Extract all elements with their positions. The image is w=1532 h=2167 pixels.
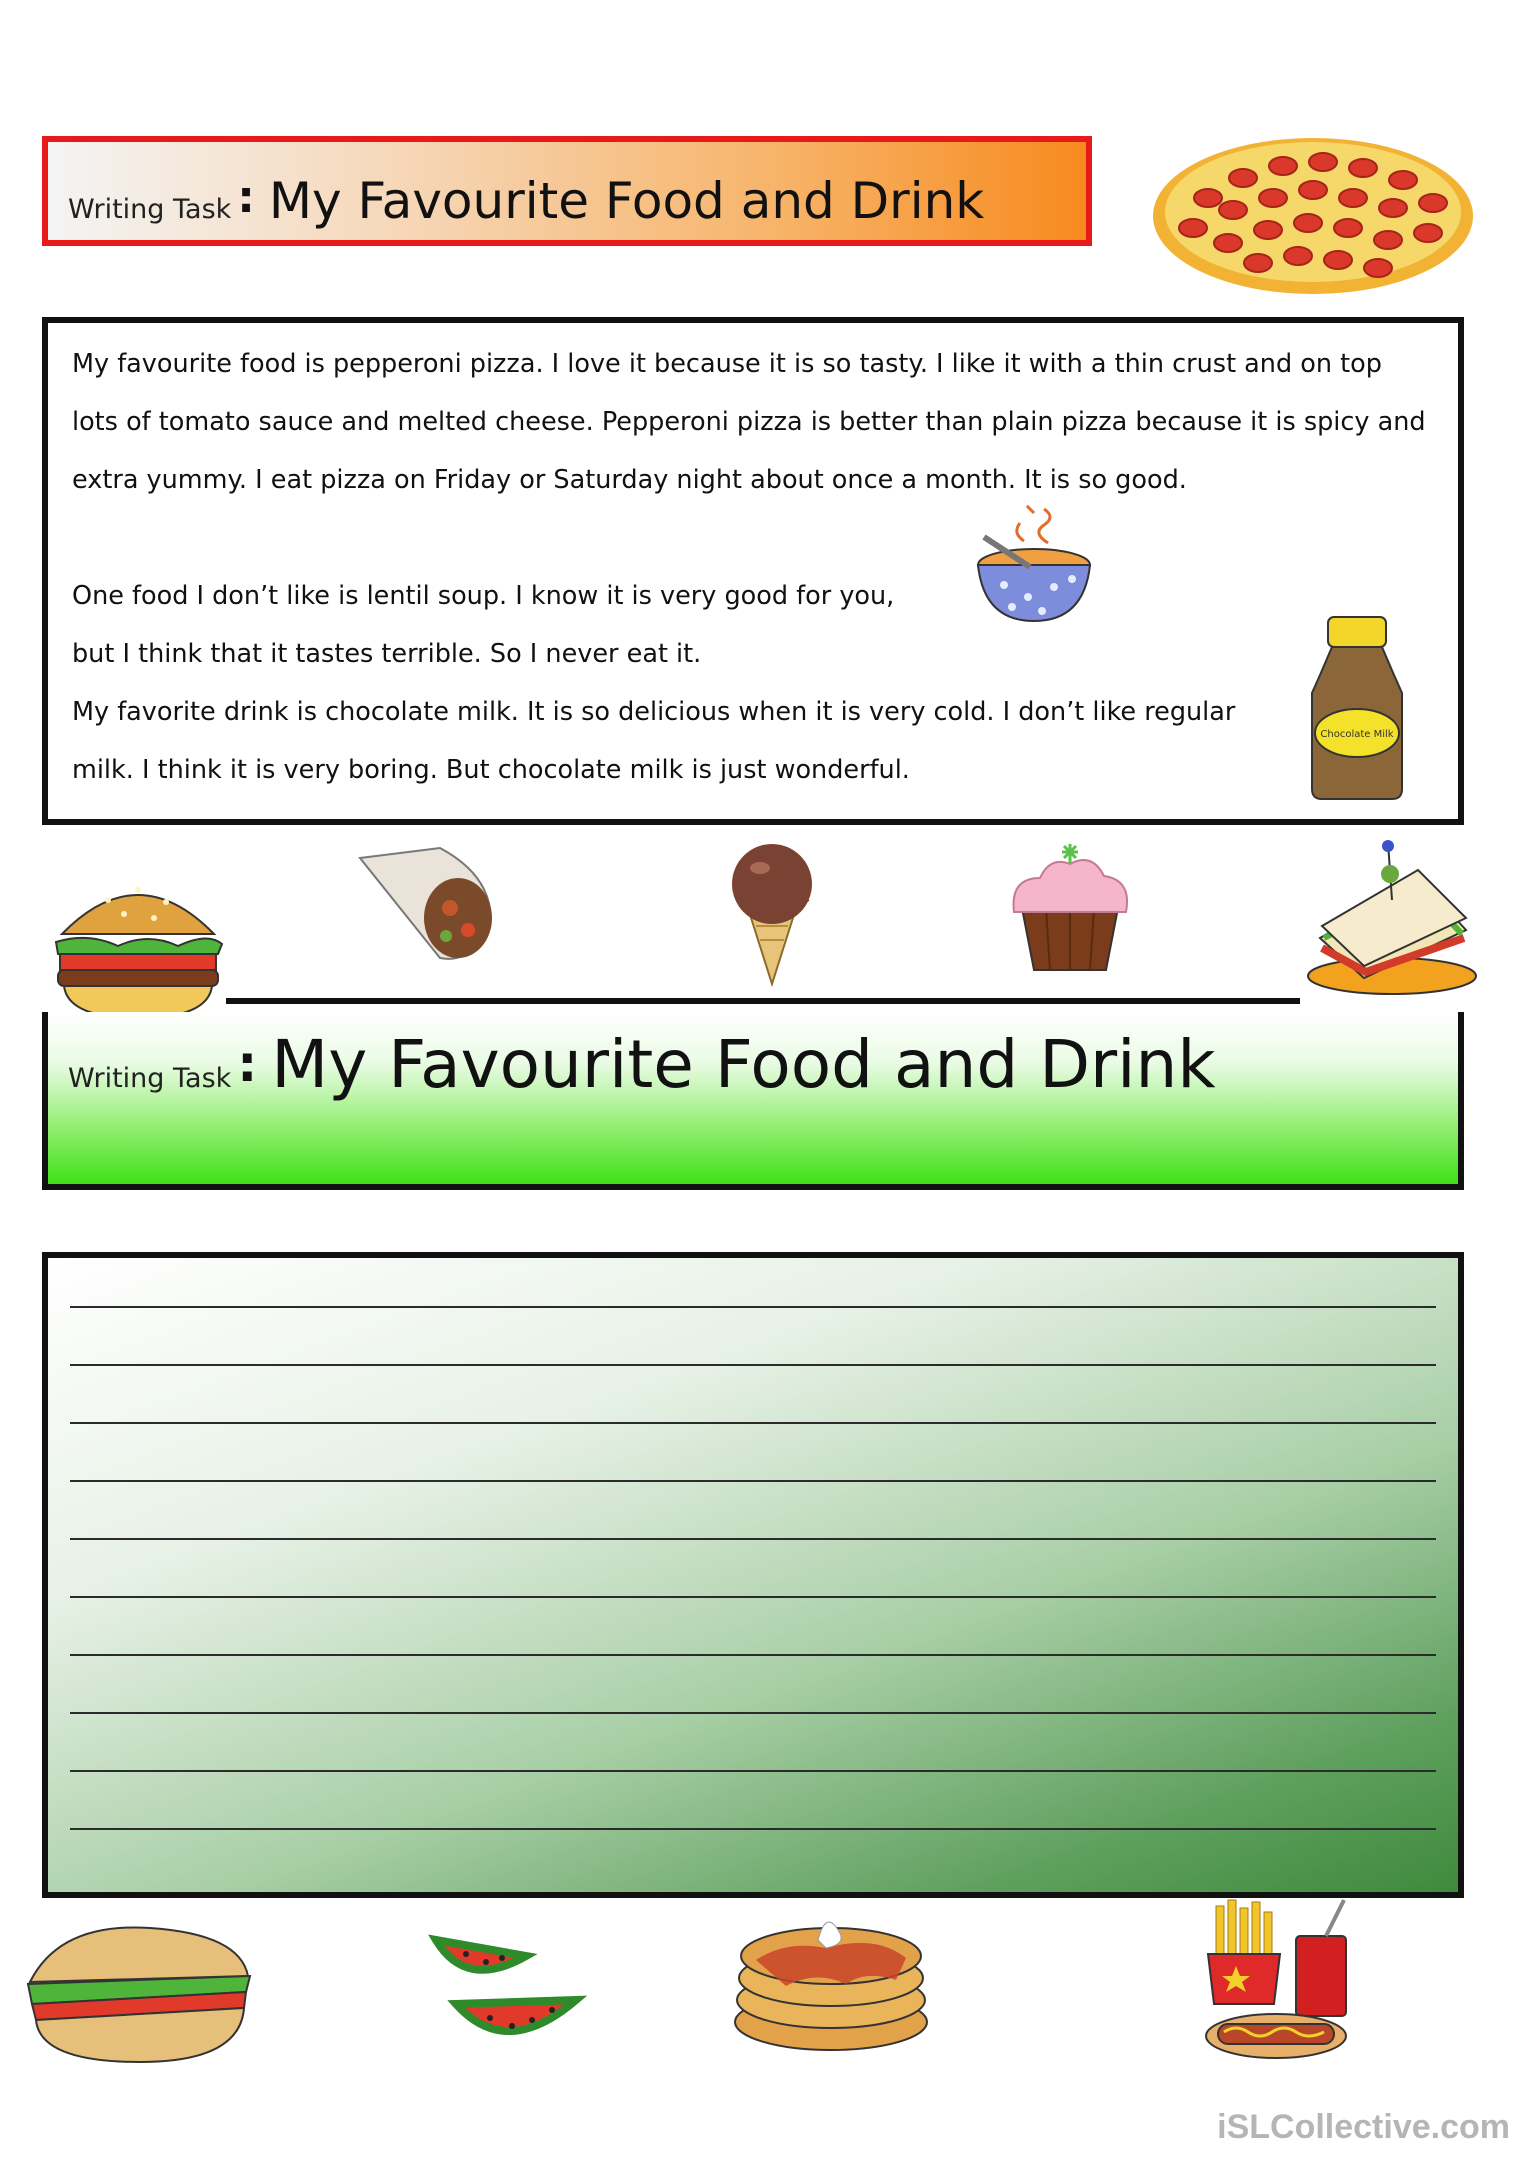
title-colon: : (237, 172, 255, 223)
divider-line (226, 998, 1300, 1004)
title-banner-bottom (42, 1012, 1464, 1190)
writing-line (70, 1596, 1436, 1598)
text-line: but I think that it tastes terrible. So I never eat it. (72, 639, 702, 669)
writing-line (70, 1364, 1436, 1366)
writing-line (70, 1538, 1436, 1540)
writing-area[interactable] (42, 1252, 1464, 1898)
wrap-icon (350, 838, 500, 968)
sub-sandwich-icon (20, 1912, 260, 2072)
chocolate-milk-bottle-icon (1302, 613, 1412, 803)
section-title: My Favourite Food and Drink (271, 1026, 1216, 1103)
page-title: My Favourite Food and Drink (268, 172, 985, 230)
text-line: My favorite drink is chocolate milk. It is so delicious when it is very cold. I don’t like regular (72, 697, 1236, 727)
writing-line (70, 1712, 1436, 1714)
text-line: My favourite food is pepperoni pizza. I love it because it is so tasty. I like it with a thin crust and on top (72, 349, 1382, 379)
writing-task-label: Writing Task (68, 1063, 232, 1094)
model-text-box (42, 317, 1464, 825)
writing-line (70, 1480, 1436, 1482)
cupcake-icon (1000, 838, 1140, 978)
text-line: lots of tomato sauce and melted cheese. Pepperoni pizza is better than plain pizza because it is spicy and (72, 407, 1426, 437)
title-banner-top (42, 136, 1092, 246)
text-line: extra yummy. I eat pizza on Friday or Saturday night about once a month. It is so good. (72, 465, 1187, 495)
ice-cream-icon (722, 838, 822, 988)
writing-line (70, 1422, 1436, 1424)
writing-line (70, 1654, 1436, 1656)
fast-food-icon (1196, 1896, 1366, 2076)
burger-icon (48, 862, 228, 1022)
text-line: milk. I think it is very boring. But chocolate milk is just wonderful. (72, 755, 910, 785)
site-watermark: iSLCollective.com (1217, 2108, 1510, 2146)
text-line: One food I don’t like is lentil soup. I know it is very good for you, (72, 581, 895, 611)
soup-bowl-icon (964, 503, 1104, 633)
writing-task-label: Writing Task (68, 194, 232, 225)
pizza-icon (1148, 128, 1478, 298)
title-colon: : (237, 1035, 258, 1093)
watermelon-icon (426, 1900, 596, 2060)
writing-line (70, 1828, 1436, 1830)
writing-line (70, 1770, 1436, 1772)
bottle-label: Chocolate Milk (1320, 729, 1394, 740)
writing-line (70, 1306, 1436, 1308)
sandwich-icon (1300, 838, 1480, 998)
pancakes-icon (726, 1900, 936, 2060)
